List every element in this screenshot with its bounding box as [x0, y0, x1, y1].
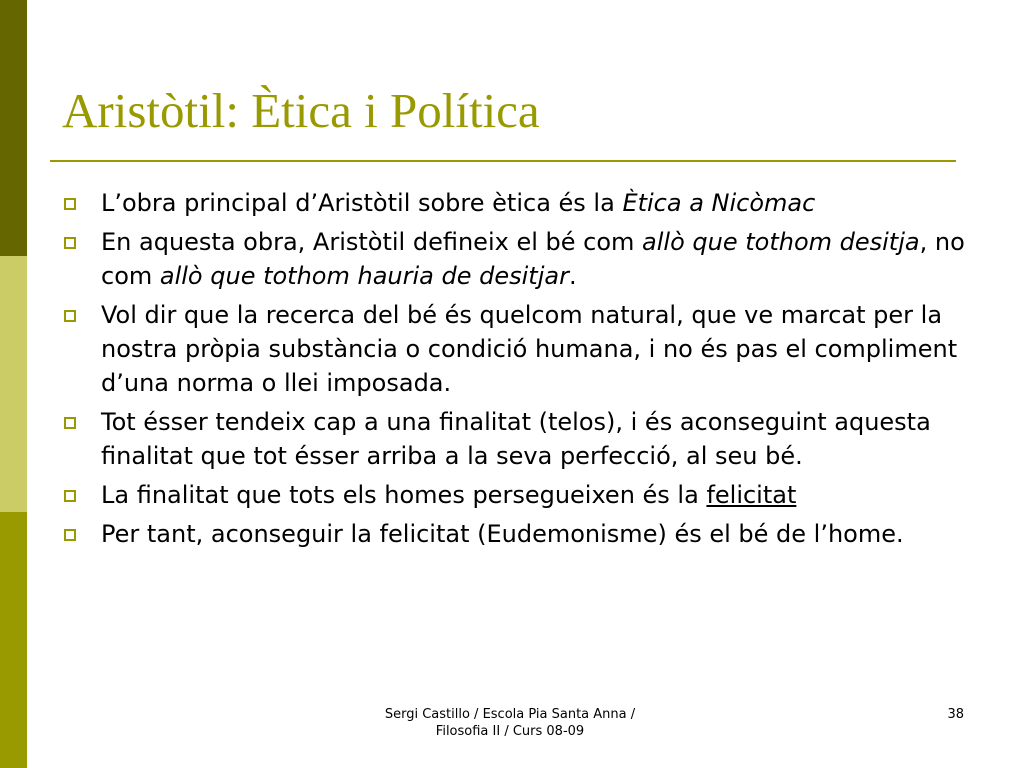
- square-bullet-icon: [64, 310, 76, 322]
- footer-line-2: Filosofia II / Curs 08-09: [435, 724, 585, 739]
- bullet-text: .: [568, 262, 577, 290]
- title-divider: [50, 160, 956, 162]
- bullet-text: Tot ésser tendeix cap a una finalitat (telos), i és aconseguint aquesta finalitat que tot ésser arriba a la seva perfecció, al seu bé.: [101, 408, 931, 470]
- square-bullet-icon: [64, 529, 76, 541]
- square-bullet-icon: [64, 198, 76, 210]
- bullet-emphasis: allò que tothom desitja: [642, 228, 920, 256]
- bullet-emphasis: Ètica a Nicòmac: [622, 189, 816, 217]
- side-band-middle: [0, 256, 27, 512]
- page-number: 38: [947, 707, 964, 722]
- bullet-item: [64, 225, 969, 293]
- bullet-text: , no com: [101, 228, 965, 290]
- square-bullet-icon: [64, 237, 76, 249]
- felicitat-link[interactable]: felicitat: [706, 481, 797, 509]
- bullet-text: La finalitat que tots els homes persegueixen és la: [101, 481, 707, 509]
- bullet-item: [64, 405, 969, 473]
- bullet-item: [64, 478, 969, 512]
- bullet-list: [64, 186, 969, 556]
- square-bullet-icon: [64, 490, 76, 502]
- footer-line-1: Sergi Castillo / Escola Pia Santa Anna /: [384, 707, 636, 722]
- side-band-top: [0, 0, 27, 256]
- bullet-text: En aquesta obra, Aristòtil defineix el bé com: [101, 228, 643, 256]
- bullet-text: L’obra principal d’Aristòtil sobre ètica és la: [101, 189, 623, 217]
- square-bullet-icon: [64, 417, 76, 429]
- bullet-text: Per tant, aconseguir la felicitat (Eudemonisme) és el bé de l’home.: [101, 520, 904, 548]
- slide-title: Aristòtil: Ètica i Política: [62, 83, 540, 138]
- slide-footer: [340, 706, 680, 740]
- bullet-item: [64, 186, 969, 220]
- side-band-bottom: [0, 512, 27, 768]
- bullet-emphasis: allò que tothom hauria de desitjar: [159, 262, 569, 290]
- bullet-item: [64, 298, 969, 400]
- bullet-item: [64, 517, 969, 551]
- bullet-text: Vol dir que la recerca del bé és quelcom natural, que ve marcat per la nostra pròpia substància o condició humana, i no és pas el compliment d’una norma o llei imposada.: [101, 301, 958, 397]
